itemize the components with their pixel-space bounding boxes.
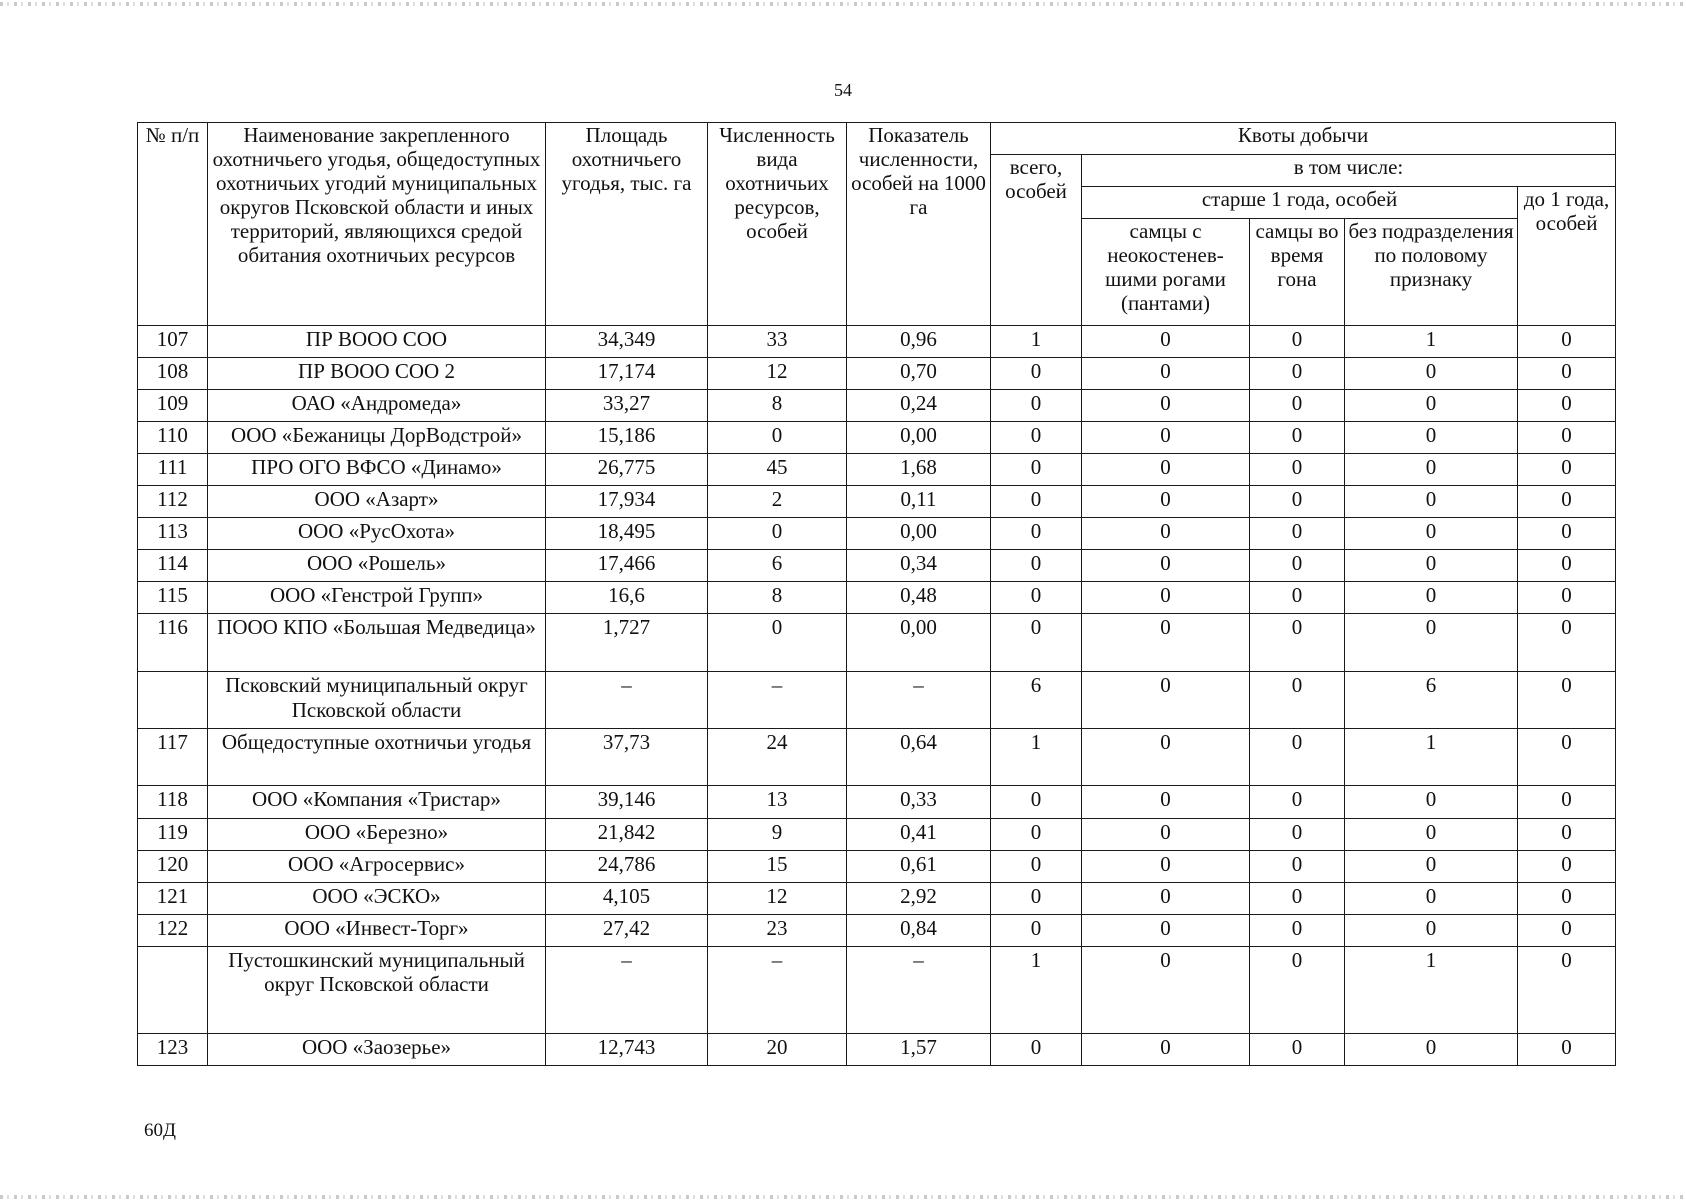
header-area: Площадь охотничьего угодья, тыс. га: [546, 123, 708, 326]
cell-total: 0: [991, 850, 1082, 882]
cell-total: 0: [991, 614, 1082, 672]
cell-under1: 0: [1518, 518, 1616, 550]
cell-no: 117: [138, 729, 208, 786]
cell-area: 39,146: [546, 786, 708, 818]
header-including: в том числе:: [1082, 155, 1616, 187]
cell-count: 6: [708, 550, 847, 582]
cell-density: 2,92: [847, 882, 991, 914]
cell-under1: 0: [1518, 390, 1616, 422]
table-row: [138, 850, 1616, 882]
cell-rut: 0: [1250, 882, 1345, 914]
cell-density: 0,00: [847, 422, 991, 454]
cell-name: ПР ВООО СОО: [208, 326, 546, 358]
cell-density: 0,00: [847, 518, 991, 550]
cell-name: ООО «Компания «Тристар»: [208, 786, 546, 818]
cell-total: 0: [991, 454, 1082, 486]
table-body: [138, 326, 1616, 1066]
cell-under1: 0: [1518, 1033, 1616, 1065]
cell-nosex: 0: [1345, 358, 1518, 390]
cell-no: 119: [138, 818, 208, 850]
cell-total: 0: [991, 550, 1082, 582]
cell-count: 2: [708, 486, 847, 518]
cell-density: 0,41: [847, 818, 991, 850]
table-row: [138, 818, 1616, 850]
cell-antlers: 0: [1082, 454, 1250, 486]
cell-total: 0: [991, 518, 1082, 550]
cell-antlers: 0: [1082, 582, 1250, 614]
cell-no: [138, 946, 208, 1033]
table-row: [138, 390, 1616, 422]
cell-name: ОАО «Андромеда»: [208, 390, 546, 422]
cell-count: –: [708, 946, 847, 1033]
cell-total: 0: [991, 422, 1082, 454]
table-row: [138, 422, 1616, 454]
cell-antlers: 0: [1082, 850, 1250, 882]
cell-total: 1: [991, 729, 1082, 786]
cell-antlers: 0: [1082, 818, 1250, 850]
header-density: Показатель численности, особей на 1000 га: [847, 123, 991, 326]
cell-antlers: 0: [1082, 786, 1250, 818]
cell-name: ООО «Заозерье»: [208, 1033, 546, 1065]
table-row: [138, 518, 1616, 550]
cell-nosex: 0: [1345, 818, 1518, 850]
cell-antlers: 0: [1082, 614, 1250, 672]
table-row: [138, 486, 1616, 518]
cell-area: 15,186: [546, 422, 708, 454]
cell-rut: 0: [1250, 614, 1345, 672]
cell-antlers: 0: [1082, 550, 1250, 582]
cell-total: 1: [991, 326, 1082, 358]
cell-total: 0: [991, 390, 1082, 422]
cell-rut: 0: [1250, 946, 1345, 1033]
table-row: [138, 454, 1616, 486]
cell-count: 0: [708, 614, 847, 672]
cell-count: 12: [708, 358, 847, 390]
cell-count: 45: [708, 454, 847, 486]
header-no-sex-division: без подразделения по половому признаку: [1345, 219, 1518, 326]
cell-antlers: 0: [1082, 422, 1250, 454]
cell-density: 0,64: [847, 729, 991, 786]
cell-count: 24: [708, 729, 847, 786]
cell-antlers: 0: [1082, 486, 1250, 518]
cell-rut: 0: [1250, 486, 1345, 518]
cell-area: 17,934: [546, 486, 708, 518]
cell-nosex: 0: [1345, 914, 1518, 946]
cell-nosex: 0: [1345, 786, 1518, 818]
cell-count: 13: [708, 786, 847, 818]
cell-no: 115: [138, 582, 208, 614]
cell-total: 0: [991, 818, 1082, 850]
header-no: № п/п: [138, 123, 208, 326]
cell-nosex: 1: [1345, 946, 1518, 1033]
cell-no: 123: [138, 1033, 208, 1065]
cell-count: 12: [708, 882, 847, 914]
cell-nosex: 0: [1345, 882, 1518, 914]
cell-rut: 0: [1250, 518, 1345, 550]
cell-nosex: 0: [1345, 422, 1518, 454]
cell-no: 118: [138, 786, 208, 818]
cell-count: 15: [708, 850, 847, 882]
cell-rut: 0: [1250, 786, 1345, 818]
cell-density: 1,68: [847, 454, 991, 486]
cell-name: Псковский муниципальный округ Псковской области: [208, 672, 546, 729]
cell-under1: 0: [1518, 818, 1616, 850]
cell-no: 108: [138, 358, 208, 390]
cell-area: 18,495: [546, 518, 708, 550]
cell-under1: 0: [1518, 358, 1616, 390]
cell-antlers: 0: [1082, 882, 1250, 914]
cell-name: ООО «Инвест-Торг»: [208, 914, 546, 946]
scan-edge-top: [0, 2, 1686, 6]
cell-total: 0: [991, 582, 1082, 614]
cell-name: ПР ВООО СОО 2: [208, 358, 546, 390]
cell-area: 33,27: [546, 390, 708, 422]
cell-nosex: 0: [1345, 390, 1518, 422]
cell-area: 16,6: [546, 582, 708, 614]
scan-edge-bottom: [0, 1195, 1686, 1199]
cell-area: 1,727: [546, 614, 708, 672]
table-row: [138, 914, 1616, 946]
header-older-than-1-year: старше 1 года, особей: [1082, 187, 1518, 219]
cell-name: ООО «Рошель»: [208, 550, 546, 582]
cell-area: 26,775: [546, 454, 708, 486]
cell-area: –: [546, 672, 708, 729]
cell-no: 120: [138, 850, 208, 882]
cell-total: 0: [991, 358, 1082, 390]
cell-total: 0: [991, 914, 1082, 946]
cell-density: 0,84: [847, 914, 991, 946]
cell-under1: 0: [1518, 326, 1616, 358]
cell-antlers: 0: [1082, 729, 1250, 786]
cell-no: [138, 672, 208, 729]
cell-no: 107: [138, 326, 208, 358]
cell-total: 0: [991, 486, 1082, 518]
cell-under1: 0: [1518, 786, 1616, 818]
cell-area: 27,42: [546, 914, 708, 946]
cell-area: 21,842: [546, 818, 708, 850]
table-row: [138, 729, 1616, 786]
cell-no: 110: [138, 422, 208, 454]
table-row: [138, 550, 1616, 582]
cell-under1: 0: [1518, 914, 1616, 946]
cell-density: 0,24: [847, 390, 991, 422]
cell-density: –: [847, 946, 991, 1033]
cell-under1: 0: [1518, 946, 1616, 1033]
cell-nosex: 1: [1345, 729, 1518, 786]
cell-antlers: 0: [1082, 358, 1250, 390]
cell-total: 0: [991, 1033, 1082, 1065]
cell-under1: 0: [1518, 850, 1616, 882]
cell-name: ООО «РусОхота»: [208, 518, 546, 550]
cell-total: 0: [991, 786, 1082, 818]
cell-under1: 0: [1518, 422, 1616, 454]
cell-under1: 0: [1518, 729, 1616, 786]
cell-total: 1: [991, 946, 1082, 1033]
cell-under1: 0: [1518, 550, 1616, 582]
quota-table: [137, 122, 1616, 1066]
cell-rut: 0: [1250, 850, 1345, 882]
cell-area: 17,466: [546, 550, 708, 582]
cell-density: –: [847, 672, 991, 729]
cell-name: ООО «Бежаницы ДорВодстрой»: [208, 422, 546, 454]
cell-count: 8: [708, 390, 847, 422]
cell-count: 0: [708, 422, 847, 454]
cell-nosex: 1: [1345, 326, 1518, 358]
cell-antlers: 0: [1082, 518, 1250, 550]
cell-nosex: 0: [1345, 550, 1518, 582]
cell-under1: 0: [1518, 614, 1616, 672]
cell-nosex: 0: [1345, 486, 1518, 518]
cell-rut: 0: [1250, 326, 1345, 358]
cell-count: –: [708, 672, 847, 729]
cell-name: ООО «Березно»: [208, 818, 546, 850]
table-row: [138, 786, 1616, 818]
cell-density: 0,00: [847, 614, 991, 672]
cell-no: 109: [138, 390, 208, 422]
cell-nosex: 0: [1345, 614, 1518, 672]
cell-nosex: 0: [1345, 454, 1518, 486]
cell-count: 8: [708, 582, 847, 614]
cell-no: 122: [138, 914, 208, 946]
cell-antlers: 0: [1082, 390, 1250, 422]
cell-rut: 0: [1250, 672, 1345, 729]
cell-density: 0,11: [847, 486, 991, 518]
cell-density: 0,33: [847, 786, 991, 818]
table-row: [138, 672, 1616, 729]
header-quotas: Квоты добычи: [991, 123, 1616, 155]
cell-density: 0,70: [847, 358, 991, 390]
header-count: Численность вида охотничьих ресурсов, особей: [708, 123, 847, 326]
cell-name: ООО «Генстрой Групп»: [208, 582, 546, 614]
cell-density: 1,57: [847, 1033, 991, 1065]
cell-count: 33: [708, 326, 847, 358]
cell-rut: 0: [1250, 729, 1345, 786]
cell-area: 4,105: [546, 882, 708, 914]
cell-antlers: 0: [1082, 914, 1250, 946]
cell-rut: 0: [1250, 550, 1345, 582]
cell-density: 0,48: [847, 582, 991, 614]
cell-area: –: [546, 946, 708, 1033]
cell-density: 0,61: [847, 850, 991, 882]
table-row: [138, 946, 1616, 1033]
table-row: [138, 614, 1616, 672]
cell-area: 37,73: [546, 729, 708, 786]
cell-under1: 0: [1518, 882, 1616, 914]
cell-nosex: 0: [1345, 850, 1518, 882]
cell-no: 111: [138, 454, 208, 486]
cell-nosex: 6: [1345, 672, 1518, 729]
cell-rut: 0: [1250, 914, 1345, 946]
cell-count: 20: [708, 1033, 847, 1065]
cell-under1: 0: [1518, 672, 1616, 729]
cell-name: ООО «Агросервис»: [208, 850, 546, 882]
cell-name: ООО «Азарт»: [208, 486, 546, 518]
cell-no: 116: [138, 614, 208, 672]
cell-rut: 0: [1250, 422, 1345, 454]
cell-nosex: 0: [1345, 518, 1518, 550]
table-row: [138, 582, 1616, 614]
cell-area: 24,786: [546, 850, 708, 882]
cell-total: 0: [991, 882, 1082, 914]
cell-rut: 0: [1250, 358, 1345, 390]
cell-name: Пустошкинский муниципальный округ Псковской области: [208, 946, 546, 1033]
cell-area: 17,174: [546, 358, 708, 390]
header-under-1-year: до 1 года, особей: [1518, 187, 1616, 326]
cell-rut: 0: [1250, 818, 1345, 850]
cell-nosex: 0: [1345, 1033, 1518, 1065]
cell-nosex: 0: [1345, 582, 1518, 614]
table-row: [138, 358, 1616, 390]
cell-antlers: 0: [1082, 1033, 1250, 1065]
cell-no: 113: [138, 518, 208, 550]
cell-count: 0: [708, 518, 847, 550]
cell-count: 9: [708, 818, 847, 850]
cell-rut: 0: [1250, 582, 1345, 614]
cell-no: 112: [138, 486, 208, 518]
cell-rut: 0: [1250, 1033, 1345, 1065]
header-name: Наименование закрепленного охотничьего угодья, общедоступных охотничьих угодий муниципальных округов Псковской области и иных территорий, являющихся средой обитания охотничьих ресурсов: [208, 123, 546, 326]
cell-density: 0,34: [847, 550, 991, 582]
header-total: всего, особей: [991, 155, 1082, 326]
cell-under1: 0: [1518, 486, 1616, 518]
cell-no: 114: [138, 550, 208, 582]
footer-code: 60Д: [144, 1120, 176, 1141]
cell-rut: 0: [1250, 454, 1345, 486]
cell-density: 0,96: [847, 326, 991, 358]
cell-total: 6: [991, 672, 1082, 729]
cell-count: 23: [708, 914, 847, 946]
cell-name: ПРО ОГО ВФСО «Динамо»: [208, 454, 546, 486]
table-row: [138, 882, 1616, 914]
cell-area: 34,349: [546, 326, 708, 358]
cell-name: ПООО КПО «Большая Медведица»: [208, 614, 546, 672]
page-number: 54: [834, 80, 852, 100]
cell-antlers: 0: [1082, 946, 1250, 1033]
cell-name: Общедоступные охотничьи угодья: [208, 729, 546, 786]
cell-name: ООО «ЭСКО»: [208, 882, 546, 914]
table-row: [138, 326, 1616, 358]
header-males-velvet-antlers: самцы с неокостенев-шими рогами (пантами): [1082, 219, 1250, 326]
table-row: [138, 1033, 1616, 1065]
cell-area: 12,743: [546, 1033, 708, 1065]
cell-rut: 0: [1250, 390, 1345, 422]
cell-under1: 0: [1518, 454, 1616, 486]
cell-no: 121: [138, 882, 208, 914]
header-males-rut: самцы во время гона: [1250, 219, 1345, 326]
cell-antlers: 0: [1082, 326, 1250, 358]
cell-antlers: 0: [1082, 672, 1250, 729]
cell-under1: 0: [1518, 582, 1616, 614]
